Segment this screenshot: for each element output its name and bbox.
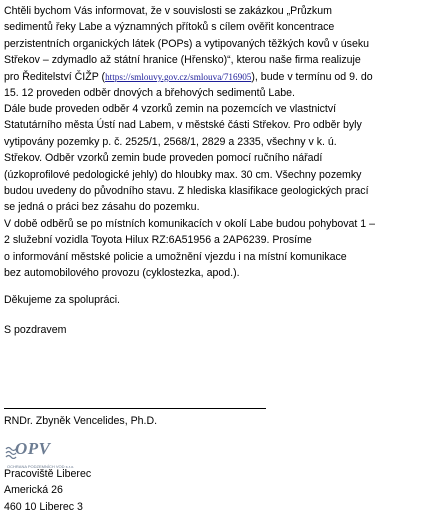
text-line: sedimentů řeky Labe a významných přítoků s cílem ověřit koncentrace — [4, 21, 335, 34]
paragraph-intro — [4, 3, 418, 101]
text-line: (úzkoprofilové pedologické jehly) do hloubky max. 30 cm. Všechny pozemky — [4, 168, 362, 181]
closing-text: S pozdravem — [4, 324, 67, 336]
address-line: 460 10 Liberec 3 — [4, 500, 83, 513]
text-line: o informování městské policie a umožnění vjezdu i na místní komunikace — [4, 250, 347, 263]
text-line: 2 služební vozidla Toyota Hilux RZ:6A51956 a 2AP6239. Prosíme — [4, 234, 312, 247]
signature-divider — [4, 408, 266, 409]
thanks-text: Děkujeme za spolupráci. — [4, 294, 120, 306]
text-line: Statutárního města Ústí nad Labem, v městské části Střekov. Pro odběr byly — [4, 119, 362, 132]
logo-mark: OPV — [15, 439, 51, 458]
text-line: se jedná o práci bez zásahu do pozemku. — [4, 201, 200, 214]
text-line: bez automobilového provozu (cyklostezka, apod.). — [4, 267, 240, 280]
text-line: 15. 12 proveden odběr dnových a břehových sedimentů Labe. — [4, 87, 295, 100]
text-fragment: pro Ředitelství ČIŽP ( — [4, 70, 106, 83]
text-line: V době odběrů se po místních komunikacích v okolí Labe budou pohybovat 1 – — [4, 218, 376, 230]
closing-line — [4, 322, 418, 338]
text-fragment: ), bude v termínu od 9. do — [251, 70, 373, 83]
text-line: Střekov – zdymadlo až státní hranice (Hřensko)“, kterou naše firma realizuje — [4, 54, 361, 67]
text-line — [4, 69, 418, 85]
text-line: budou uvedeny do původního stavu. Z hlediska klasifikace geologických prací — [4, 185, 369, 198]
contract-link[interactable]: https://smlouvy.gov.cz/smlouva/716905 — [105, 71, 252, 82]
text-line: Chtěli bychom Vás informovat, že v souvislosti se zakázkou „Průzkum — [4, 5, 332, 17]
thanks-line — [4, 292, 418, 308]
paragraph-soil-sampling — [4, 101, 418, 216]
signature-address — [4, 466, 418, 515]
text-line: vytipovány pozemky p. č. 2525/1, 2568/1, 2829 a 2335, všechny v k. ú. — [4, 135, 337, 148]
paragraph-vehicles — [4, 216, 418, 282]
address-line: Americká 26 — [4, 484, 63, 497]
address-line: Pracoviště Liberec — [4, 468, 92, 480]
text-line: Střekov. Odběr vzorků zemin bude proveden pomocí ručního nářadí — [4, 152, 323, 165]
signature-name — [4, 413, 418, 429]
text-line: Dále bude proveden odběr 4 vzorků zemin na pozemcích ve vlastnictví — [4, 103, 337, 115]
company-logo — [5, 439, 85, 469]
logo-subtext: OCHRANA PODZEMNÍCH VOD s.r.o. — [7, 464, 75, 469]
text-line: perzistentních organických látek (POPs) a vytipovaných těžkých kovů v úseku — [4, 37, 370, 50]
signer-name: RNDr. Zbyněk Vencelides, Ph.D. — [4, 415, 158, 427]
